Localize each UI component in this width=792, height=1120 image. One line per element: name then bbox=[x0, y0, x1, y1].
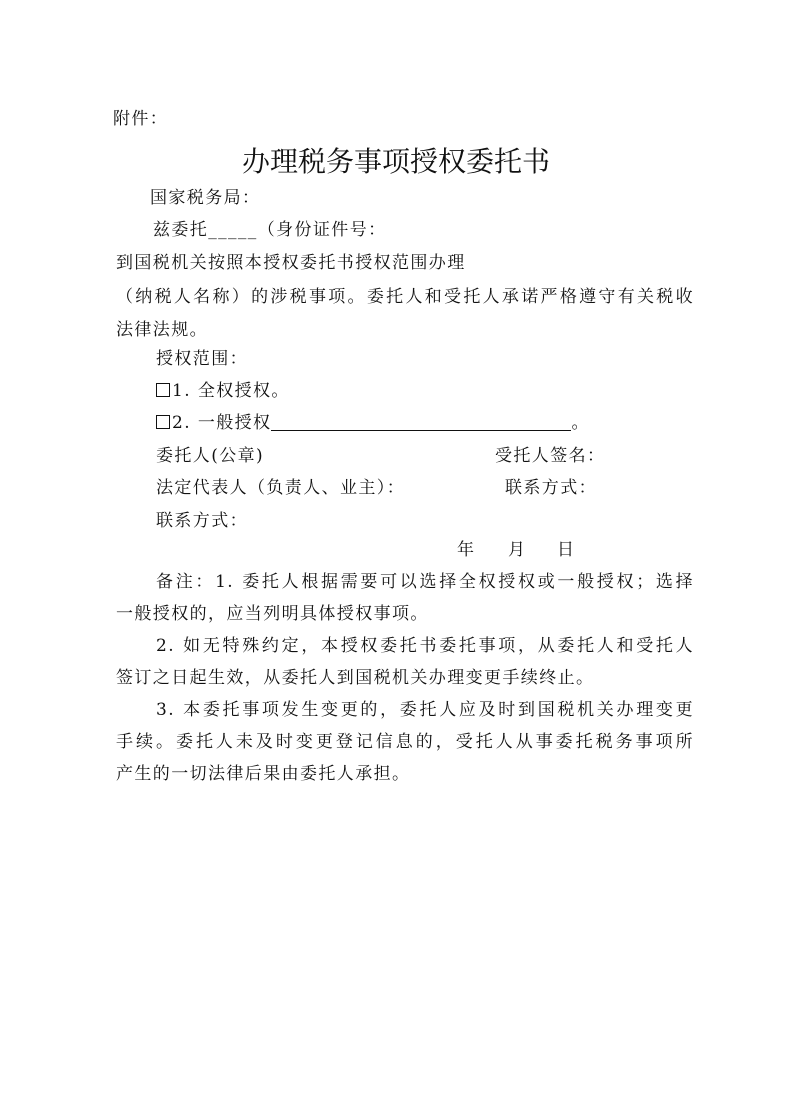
note-3-line-1: 3. 本委托事项发生变更的，委托人应及时到国税机关办理变更 bbox=[156, 700, 694, 720]
note-3-line-3: 产生的一切法律后果由委托人承担。 bbox=[116, 764, 411, 784]
note-3-line-2: 手续。委托人未及时变更登记信息的，受托人从事委托税务事项所 bbox=[116, 732, 694, 752]
principal-contact-label: 联系方式： bbox=[156, 511, 248, 531]
attachment-label: 附件： bbox=[113, 109, 169, 129]
page-title: 办理税务事项授权委托书 bbox=[241, 145, 550, 178]
note-1-line-1: 备注：1. 委托人根据需要可以选择全权授权或一般授权；选择 bbox=[156, 572, 694, 592]
agent-signature-label: 受托人签名： bbox=[495, 446, 606, 466]
entrust-line-3: （纳税人名称）的涉税事项。委托人和受托人承诺严格遵守有关税收 bbox=[116, 287, 694, 307]
option-general-label: 2. 一般授权 bbox=[172, 413, 272, 433]
general-authorization-underline bbox=[271, 413, 571, 431]
checkbox-general-authorization[interactable] bbox=[156, 415, 170, 429]
option-full-label: 1. 全权授权。 bbox=[172, 381, 290, 401]
principal-seal-label: 委托人(公章) bbox=[156, 446, 265, 466]
note-2-line-2: 签订之日起生效，从委托人到国税机关办理变更手续终止。 bbox=[116, 668, 595, 688]
addressee: 国家税务局： bbox=[150, 188, 261, 208]
scope-option-full bbox=[156, 376, 290, 401]
date-day: 日 bbox=[557, 540, 576, 560]
legal-rep-label: 法定代表人（负责人、业主）： bbox=[156, 478, 406, 498]
scope-heading: 授权范围： bbox=[156, 349, 248, 369]
checkbox-full-authorization[interactable] bbox=[156, 383, 170, 397]
date-month: 月 bbox=[508, 540, 527, 560]
agent-contact-label: 联系方式： bbox=[505, 478, 597, 498]
agent-name-blank: _____ bbox=[208, 220, 258, 240]
entrust-line-2: 到国税机关按照本授权委托书授权范围办理 bbox=[116, 253, 466, 273]
entrust-line-4: 法律法规。 bbox=[116, 320, 208, 340]
option-general-end: 。 bbox=[571, 413, 590, 433]
scope-option-general bbox=[156, 408, 590, 433]
note-2-line-1: 2. 如无特殊约定，本授权委托书委托事项，从委托人和受托人 bbox=[156, 636, 694, 656]
date-year: 年 bbox=[457, 540, 476, 560]
entrust-line bbox=[153, 215, 387, 240]
entrust-prefix: 兹委托 bbox=[153, 220, 209, 240]
note-1-line-2: 一般授权的，应当列明具体授权事项。 bbox=[116, 604, 429, 624]
id-number-label: （身份证件号： bbox=[257, 220, 387, 240]
